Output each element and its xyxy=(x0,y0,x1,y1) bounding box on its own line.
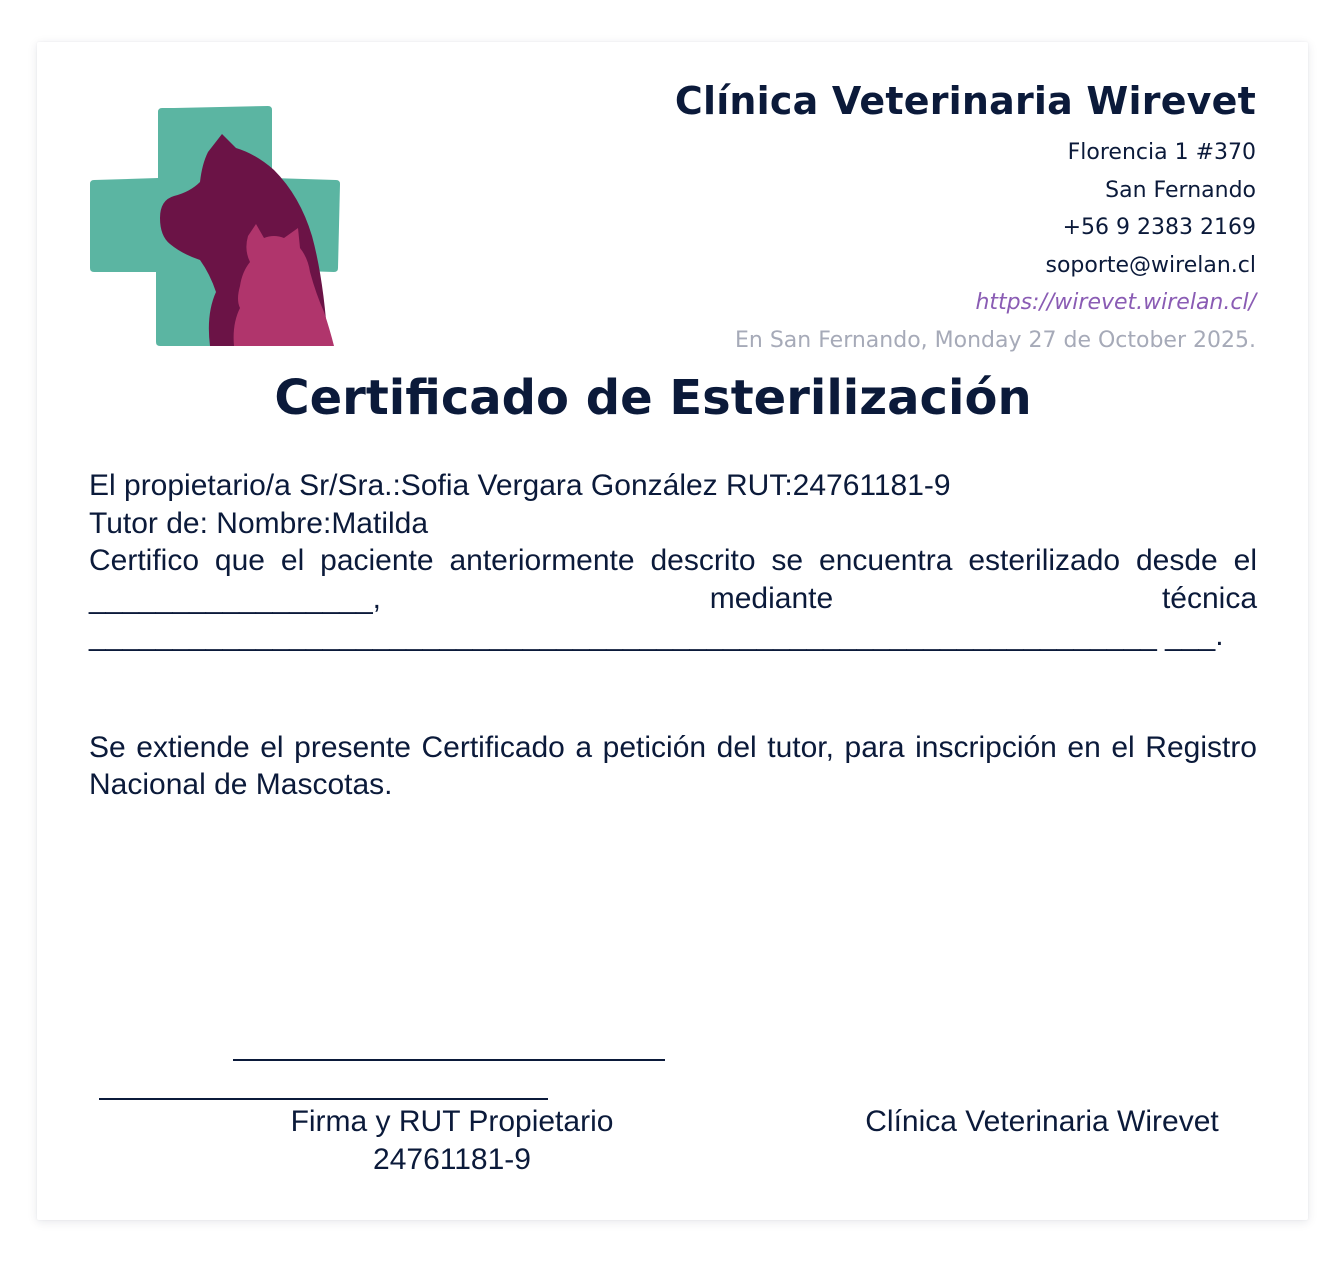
certify-paragraph: Certifico que el paciente anteriormente descrito se encuentra esterilizado desde el _________________, mediante técnica ________________________________________________________________ ___. xyxy=(89,544,1257,652)
owner-signature-rut: 24761181-9 xyxy=(373,1143,531,1176)
closing-paragraph: Se extiende el presente Certificado a petición del tutor, para inscripción en el Registro Nacional de Mascotas. xyxy=(89,730,1257,801)
owner-signature-line xyxy=(99,1098,548,1100)
paragraph-spacer xyxy=(89,655,1257,729)
clinic-website-link[interactable]: https://wirevet.wirelan.cl/ xyxy=(975,290,1256,315)
clinic-signature-line xyxy=(233,1059,665,1061)
owner-line: El propietario/a Sr/Sra.:Sofia Vergara González RUT:24761181-9 xyxy=(89,469,951,502)
clinic-name: Clínica Veterinaria Wirevet xyxy=(674,79,1256,123)
clinic-logo-icon xyxy=(88,104,342,346)
clinic-email[interactable]: soporte@wirelan.cl xyxy=(1045,252,1256,278)
owner-signature-label: Firma y RUT Propietario xyxy=(290,1105,614,1138)
certificate-body xyxy=(89,467,1257,804)
clinic-header xyxy=(556,76,1256,359)
clinic-signature-label: Clínica Veterinaria Wirevet xyxy=(865,1105,1219,1138)
certificate-date: En San Fernando, Monday 27 de October 2025. xyxy=(735,327,1256,353)
tutor-line: Tutor de: Nombre:Matilda xyxy=(89,506,429,540)
clinic-phone: +56 9 2383 2169 xyxy=(1062,215,1256,240)
clinic-city: San Fernando xyxy=(1105,177,1256,203)
clinic-address: Florencia 1 #370 xyxy=(1067,140,1256,165)
certificate-title: Certificado de Esterilización xyxy=(274,370,1032,426)
